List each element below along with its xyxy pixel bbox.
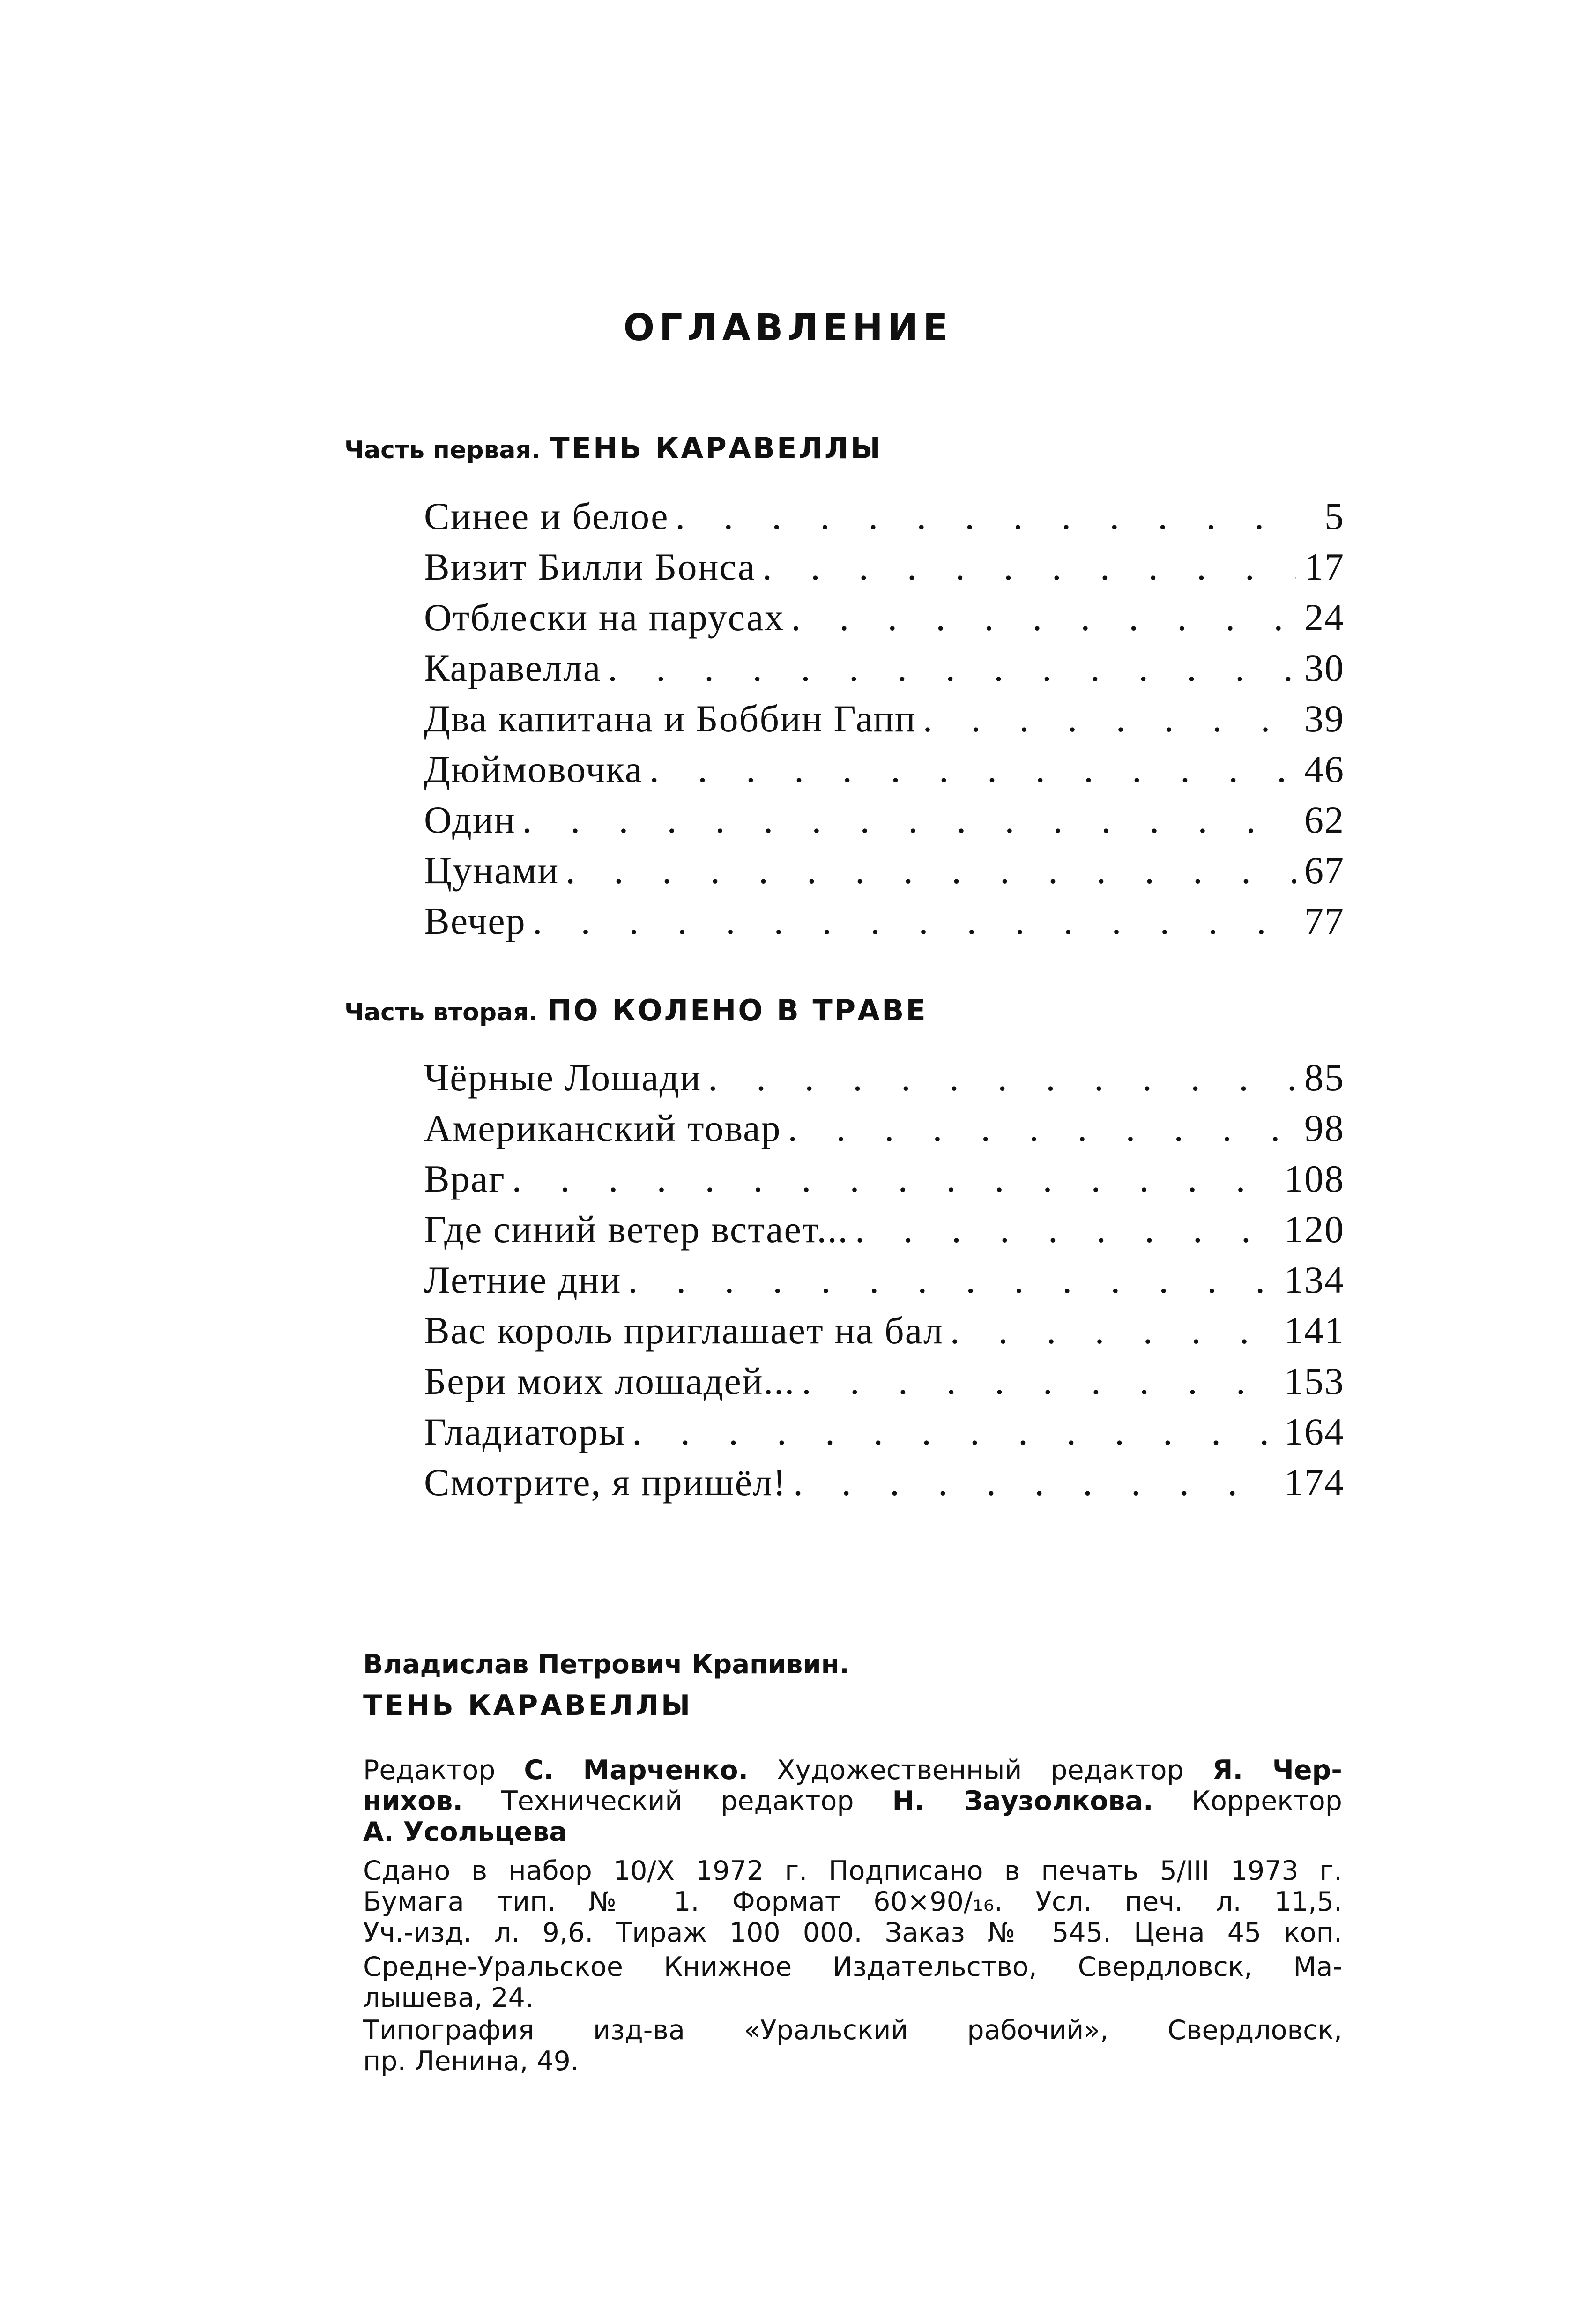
- toc-entry[interactable]: [424, 1356, 1345, 1407]
- imprint-printing-house: [363, 2015, 1342, 2077]
- dot-leader: [855, 1204, 1278, 1255]
- credits-line-3: [363, 1817, 1342, 1847]
- art-editor-label: Художественный редактор: [777, 1755, 1184, 1786]
- dot-leader: [608, 643, 1296, 693]
- proofreader-name: А. Усольцева: [363, 1817, 567, 1847]
- toc-entry-page: 174: [1284, 1461, 1345, 1504]
- toc-entry-page: 164: [1284, 1410, 1345, 1453]
- publisher-line: Средне-Уральское Книжное Издательство, Свердловск, Ма-: [363, 1952, 1342, 1982]
- dot-leader: [802, 1356, 1278, 1407]
- imprint-book-title: ТЕНЬ КАРАВЕЛЛЫ: [363, 1689, 693, 1722]
- part-two-title: ПО КОЛЕНО В ТРАВЕ: [547, 993, 928, 1028]
- imprint-credits: [363, 1755, 1342, 1847]
- toc-entry-title: Каравелла: [424, 647, 602, 689]
- toc-entry[interactable]: [424, 896, 1345, 946]
- toc-entry[interactable]: [424, 1103, 1345, 1154]
- toc-entry[interactable]: [424, 1305, 1345, 1356]
- toc-entry-title: Где синий ветер встает...: [424, 1208, 849, 1251]
- dot-leader: [788, 1103, 1296, 1154]
- publisher-line: лышева, 24.: [363, 1982, 534, 2013]
- toc-entry-page: 98: [1304, 1107, 1345, 1149]
- dot-leader: [522, 795, 1296, 845]
- page-title: ОГЛАВЛЕНИЕ: [623, 307, 953, 349]
- toc-entry[interactable]: [424, 643, 1345, 693]
- proofreader-label: Корректор: [1191, 1786, 1342, 1817]
- toc-entry-page: 77: [1304, 900, 1345, 942]
- toc-entry-title: Летние дни: [424, 1259, 622, 1301]
- toc-entry[interactable]: [424, 592, 1345, 643]
- print-data-line: Уч.-изд. л. 9,6. Тираж 100 000. Заказ № 545. Цена 45 коп.: [363, 1917, 1342, 1948]
- toc-entry-page: 24: [1304, 596, 1345, 639]
- dot-leader: [512, 1154, 1278, 1204]
- tech-editor-name: Н. Заузолкова.: [892, 1786, 1153, 1817]
- toc-entry-page: 153: [1284, 1360, 1345, 1402]
- toc-entry-title: Визит Билли Бонса: [424, 545, 756, 588]
- imprint-publisher: [363, 1952, 1342, 2013]
- dot-leader: [649, 744, 1296, 795]
- dot-leader: [708, 1052, 1296, 1103]
- toc-entry-title: Враг: [424, 1157, 506, 1200]
- editor-name: С. Марченко.: [524, 1755, 749, 1786]
- credits-line-1: [363, 1755, 1342, 1786]
- toc-entry-page: 67: [1304, 849, 1345, 892]
- dot-leader: [628, 1255, 1278, 1305]
- dot-leader: [791, 592, 1296, 643]
- toc-entry-title: Смотрите, я пришёл!: [424, 1461, 787, 1504]
- dot-leader: [632, 1407, 1278, 1457]
- toc-entry-page: 39: [1304, 697, 1345, 740]
- toc-entry-title: Два капитана и Боббин Гапп: [424, 697, 916, 740]
- toc-entry-page: 85: [1304, 1056, 1345, 1099]
- toc-entry[interactable]: [424, 491, 1345, 542]
- part-two-chapter-list: [424, 1052, 1345, 1508]
- toc-entry-title: Гладиаторы: [424, 1410, 626, 1453]
- toc-entry[interactable]: [424, 1457, 1345, 1508]
- toc-entry-page: 30: [1304, 647, 1345, 689]
- toc-entry[interactable]: [424, 1204, 1345, 1255]
- print-data-line: Бумага тип. № 1. Формат 60×90/₁₆. Усл. печ. л. 11,5.: [363, 1886, 1342, 1917]
- toc-entry-title: Один: [424, 798, 516, 841]
- toc-entry[interactable]: [424, 795, 1345, 845]
- editor-label: Редактор: [363, 1755, 496, 1786]
- dot-leader: [923, 693, 1296, 744]
- toc-entry-title: Синее и белое: [424, 495, 669, 537]
- toc-entry-page: 62: [1304, 798, 1345, 841]
- toc-entry[interactable]: [424, 1407, 1345, 1457]
- toc-entry-title: Американский товар: [424, 1107, 781, 1149]
- dot-leader: [565, 845, 1296, 896]
- toc-entry-title: Чёрные Лошади: [424, 1056, 702, 1099]
- toc-entry-page: 17: [1304, 545, 1345, 588]
- part-two-heading: [344, 993, 928, 1028]
- toc-entry-title: Вас король приглашает на бал: [424, 1309, 944, 1352]
- part-one-chapter-list: [424, 491, 1345, 946]
- toc-entry-title: Бери моих лошадей...: [424, 1360, 795, 1402]
- print-data-line: Сдано в набор 10/X 1972 г. Подписано в печать 5/III 1973 г.: [363, 1855, 1342, 1886]
- part-one-prefix: Часть первая.: [344, 436, 541, 464]
- printing-house-line: пр. Ленина, 49.: [363, 2046, 580, 2077]
- printing-house-line: Типография изд-ва «Уральский рабочий», Свердловск,: [363, 2015, 1342, 2046]
- imprint-print-data: [363, 1855, 1342, 1948]
- toc-entry-title: Отблески на парусах: [424, 596, 785, 639]
- toc-entry-page: 5: [1324, 495, 1345, 537]
- art-editor-name-part1: Я. Чер-: [1212, 1755, 1342, 1786]
- toc-entry-title: Вечер: [424, 900, 526, 942]
- imprint-author: Владислав Петрович Крапивин.: [363, 1649, 849, 1680]
- art-editor-name-part2: нихов.: [363, 1786, 463, 1817]
- dot-leader: [762, 542, 1296, 592]
- dot-leader: [533, 896, 1296, 946]
- part-two-prefix: Часть вторая.: [344, 998, 538, 1027]
- part-one-heading: [344, 431, 883, 465]
- toc-entry[interactable]: [424, 693, 1345, 744]
- toc-entry[interactable]: [424, 1052, 1345, 1103]
- dot-leader: [793, 1457, 1278, 1508]
- credits-line-2: [363, 1786, 1342, 1817]
- toc-entry-page: 46: [1304, 748, 1345, 790]
- toc-entry[interactable]: [424, 744, 1345, 795]
- part-one-title: ТЕНЬ КАРАВЕЛЛЫ: [550, 431, 883, 465]
- toc-entry[interactable]: [424, 845, 1345, 896]
- toc-entry-page: 120: [1284, 1208, 1345, 1251]
- toc-entry-title: Дюймовочка: [424, 748, 643, 790]
- toc-entry-page: 108: [1284, 1157, 1345, 1200]
- dot-leader: [675, 491, 1296, 542]
- toc-entry[interactable]: [424, 542, 1345, 592]
- tech-editor-label: Технический редактор: [501, 1786, 854, 1817]
- toc-entry[interactable]: [424, 1154, 1345, 1204]
- toc-entry-page: 141: [1284, 1309, 1345, 1352]
- dot-leader: [950, 1305, 1278, 1356]
- toc-entry-page: 134: [1284, 1259, 1345, 1301]
- toc-entry[interactable]: [424, 1255, 1345, 1305]
- toc-entry-title: Цунами: [424, 849, 559, 892]
